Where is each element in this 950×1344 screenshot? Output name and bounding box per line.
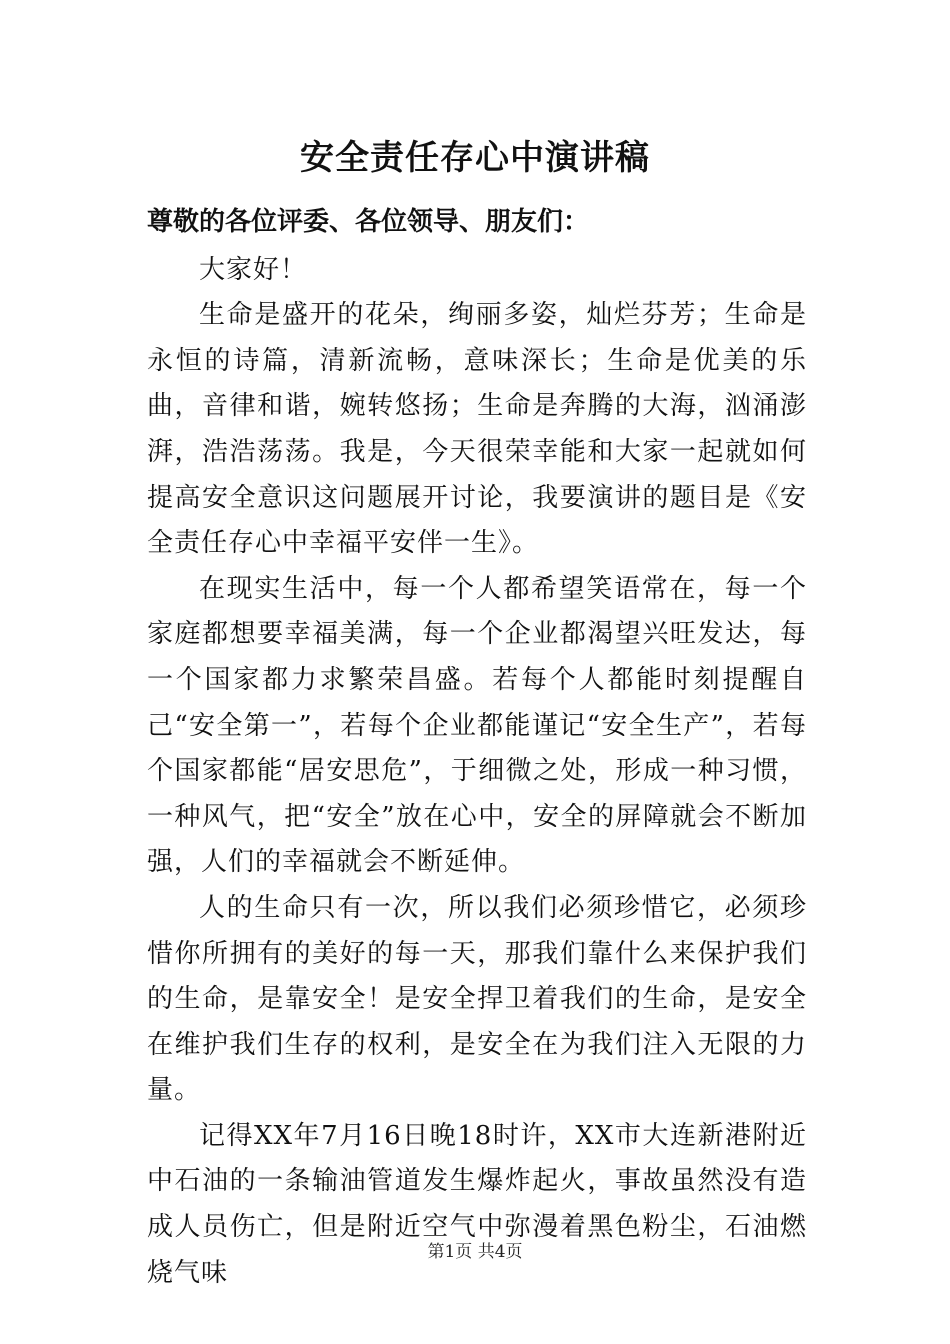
page-footer: 第1页 共4页: [427, 1242, 523, 1262]
paragraph: 人的生命只有一次，所以我们必须珍惜它，必须珍惜你所拥有的美好的每一天，那我们靠什么来保护我们的生命，是靠安全！是安全捍卫着我们的生命，是安全在维护我们生存的权利，是安全在为我们注入无限的力量。: [147, 892, 807, 1106]
paragraph: 在现实生活中，每一个人都希望笑语常在，每一个家庭都想要幸福美满，每一个企业都渴望兴旺发达，每一个国家都力求繁荣昌盛。若每个人都能时刻提醒自己“安全第一”，若每个企业都能谨记“安全生产”，若每个国家都能“居安思危”，于细微之处，形成一种习惯，一种风气，把“安全”放在心中，安全的屏障就会不断加强，人们的幸福就会不断延伸。: [147, 573, 807, 878]
paragraph: 记得XX年7月16日晚18时许，XX市大连新港附近中石油的一条输油管道发生爆炸起火，事故虽然没有造成人员伤亡，但是附近空气中弥漫着黑色粉尘，石油燃烧气味: [147, 1120, 807, 1288]
paragraph: 生命是盛开的花朵，绚丽多姿，灿烂芬芳；生命是永恒的诗篇，清新流畅，意味深长；生命是优美的乐曲，音律和谐，婉转悠扬；生命是奔腾的大海，汹涌澎湃，浩浩荡荡。我是，今天很荣幸能和大家一起就如何提高安全意识这问题展开讨论，我要演讲的题目是《安全责任存心中幸福平安伴一生》。: [147, 300, 807, 559]
document-body: [147, 200, 807, 1296]
paragraph-greeting: 大家好！: [199, 254, 308, 285]
document-title: 安全责任存心中演讲稿: [300, 138, 650, 178]
salutation: 尊敬的各位评委、各位领导、朋友们：: [147, 207, 590, 237]
